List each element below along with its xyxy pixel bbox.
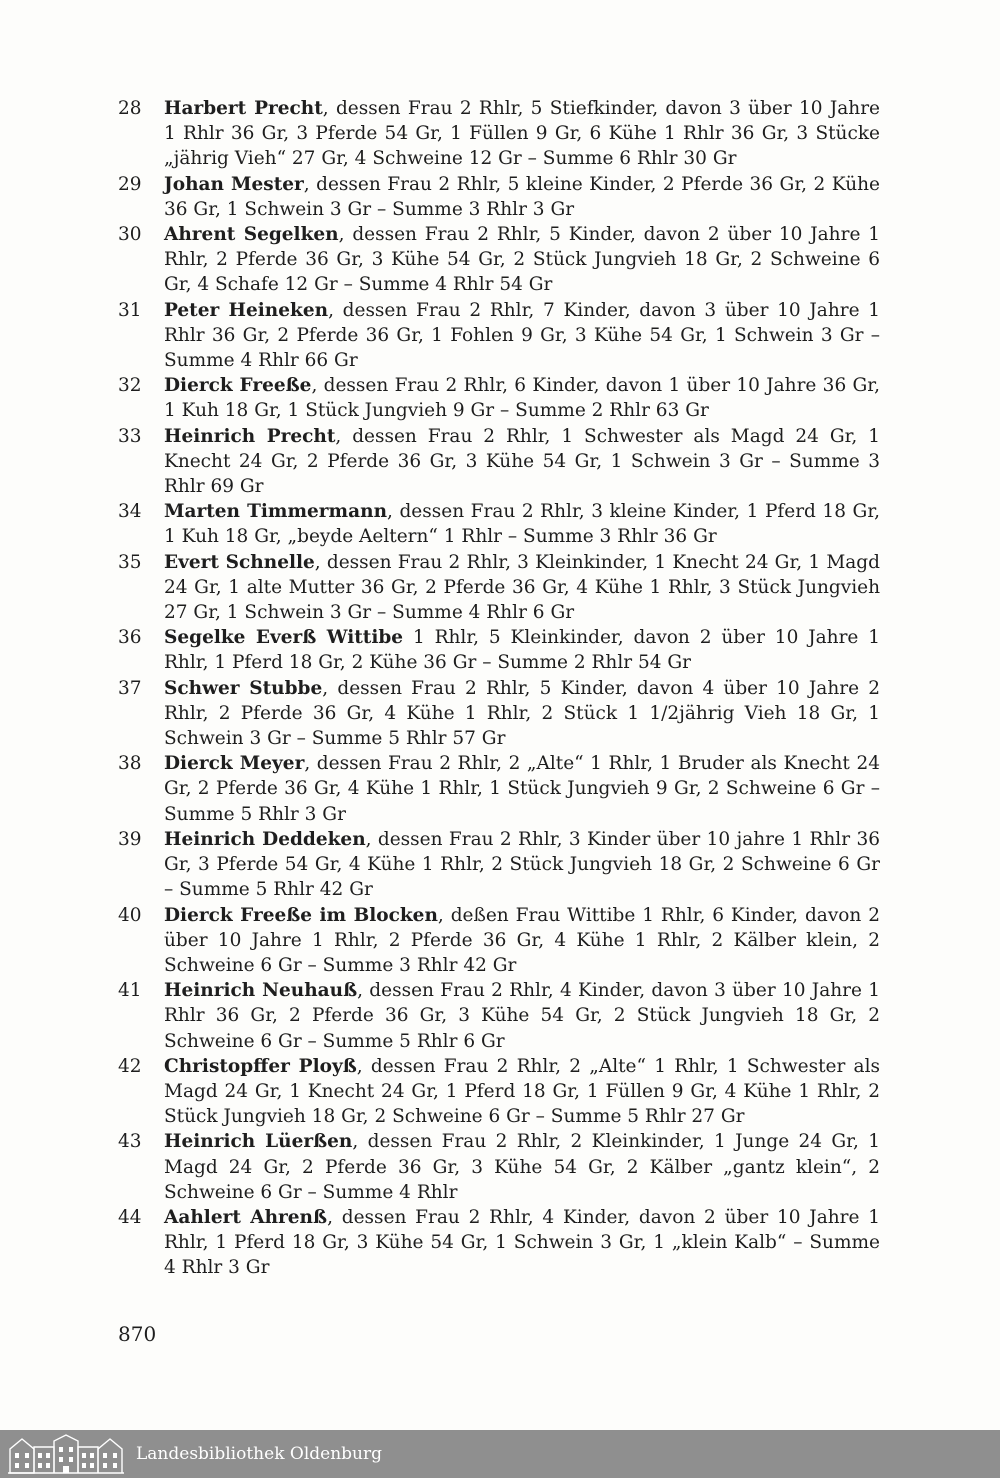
entry-details: , dessen Frau 2 Rhlr, 1 Schwester als Magd 24 Gr, 1 Knecht 24 Gr, 2 Pferde 36 Gr, 3 Kühe 54 Gr, 1 Schwein 3 Gr – Summe 3 Rhlr 69 Gr (164, 425, 880, 498)
entry-details: , dessen Frau 2 Rhlr, 3 Kleinkinder, 1 Knecht 24 Gr, 1 Magd 24 Gr, 1 alte Mutter 36 Gr, 2 Pferde 36 Gr, 4 Kühe 1 Rhlr, 3 Stück Jungvieh 27 Gr, 1 Schwein 3 Gr – Summe 4 Rhlr 6 Gr (164, 551, 880, 624)
entry-number: 44 (118, 1206, 142, 1228)
entry-39 (118, 827, 880, 903)
entry-37 (118, 676, 880, 752)
person-name: Schwer Stubbe (164, 677, 323, 699)
entry-text (164, 222, 880, 298)
entry-details: , dessen Frau 2 Rhlr, 4 Kinder, davon 2 über 10 Jahre 1 Rhlr, 1 Pferd 18 Gr, 3 Kühe 54 Gr, 1 Schwein 3 Gr, 1 „klein Kalb“ – Summe 4 Rhlr 3 Gr (164, 1206, 880, 1279)
entry-details: , dessen Frau 2 Rhlr, 6 Kinder, davon 1 über 10 Jahre 36 Gr, 1 Kuh 18 Gr, 1 Stück Jungvieh 9 Gr – Summe 2 Rhlr 63 Gr (164, 375, 880, 422)
entry-28 (118, 96, 880, 172)
entry-43 (118, 1129, 880, 1205)
person-name: Harbert Precht (164, 98, 323, 119)
entry-number: 37 (118, 677, 142, 699)
entry-number: 33 (118, 425, 142, 447)
entry-38 (118, 751, 880, 827)
entry-text (164, 827, 880, 903)
entry-29 (118, 172, 880, 222)
entry-details: , dessen Frau 2 Rhlr, 2 Kleinkinder, 1 Junge 24 Gr, 1 Magd 24 Gr, 2 Pferde 36 Gr, 3 Kühe 54 Gr, 2 Kälber „gantz klein“, 2 Schweine 6 Gr – Summe 4 Rhlr (164, 1131, 880, 1203)
entry-31 (118, 298, 880, 374)
person-name: Johan Mester (164, 173, 304, 195)
entry-details: , dessen Frau 2 Rhlr, 5 Stiefkinder, davon 3 über 10 Jahre 1 Rhlr 36 Gr, 3 Pferde 54 Gr, 1 Füllen 9 Gr, 6 Kühe 1 Rhlr 36 Gr, 3 Stücke „jährig Vieh“ 27 Gr, 4 Schweine 12 Gr – Summe 6 Rhlr 30 Gr (164, 98, 880, 170)
entry-text (164, 903, 880, 979)
person-name: Dierck Meyer (164, 753, 305, 775)
entry-32 (118, 373, 880, 423)
entry-list (118, 96, 880, 1281)
entry-text (164, 1205, 880, 1281)
entry-number: 30 (118, 224, 142, 246)
entry-41 (118, 978, 880, 1054)
entry-details: , dessen Frau 2 Rhlr, 3 kleine Kinder, 1 Pferd 18 Gr, 1 Kuh 18 Gr, „beyde Aeltern“ 1 Rhlr – Summe 3 Rhlr 36 Gr (164, 501, 881, 548)
entry-number: 41 (118, 980, 142, 1002)
entry-42 (118, 1054, 880, 1130)
entry-text (164, 298, 880, 374)
entry-text (164, 499, 880, 549)
person-name: Ahrent Segelken (164, 224, 339, 246)
person-name: Christopffer Ployß (164, 1055, 357, 1077)
person-name: Heinrich Precht (164, 425, 336, 447)
entry-details: 1 Rhlr, 5 Kleinkinder, davon 2 über 10 Jahre 1 Rhlr, 1 Pferd 18 Gr, 2 Kühe 36 Gr – Summe 2 Rhlr 54 Gr (164, 627, 881, 674)
person-name: Peter Heineken (164, 299, 329, 321)
entry-30 (118, 222, 880, 298)
entry-33 (118, 424, 880, 500)
person-name: Marten Timmermann (164, 501, 388, 523)
person-name: Evert Schnelle (164, 551, 315, 573)
entry-text (164, 373, 880, 423)
library-name: Landesbibliothek Oldenburg (136, 1444, 383, 1464)
entry-details: , dessen Frau 2 Rhlr, 5 kleine Kinder, 2 Pferde 36 Gr, 2 Kühe 36 Gr, 1 Schwein 3 Gr – Summe 3 Rhlr 3 Gr (164, 173, 880, 220)
person-name: Aahlert Ahrenß (164, 1206, 328, 1228)
entry-number: 29 (118, 173, 142, 195)
entry-34 (118, 499, 880, 549)
library-building-icon (6, 1433, 126, 1475)
person-name: Dierck Freeße im Blocken (164, 904, 438, 926)
entry-number: 34 (118, 501, 142, 523)
entry-text (164, 1054, 880, 1130)
entry-number: 38 (118, 753, 142, 775)
entry-text (164, 424, 880, 500)
entry-text (164, 625, 880, 675)
person-name: Segelke Everß Wittibe (164, 627, 404, 649)
entry-text (164, 978, 880, 1054)
entry-number: 31 (118, 299, 142, 321)
entry-details: , deßen Frau Wittibe 1 Rhlr, 6 Kinder, davon 2 über 10 Jahre 1 Rhlr, 2 Pferde 36 Gr, 4 Kühe 1 Rhlr, 2 Kälber klein, 2 Schweine 6 Gr – Summe 3 Rhlr 42 Gr (164, 904, 881, 976)
entry-text (164, 676, 880, 752)
entry-number: 43 (118, 1131, 142, 1153)
person-name: Heinrich Lüerßen (164, 1131, 353, 1153)
entry-text (164, 1129, 880, 1205)
entry-number: 32 (118, 375, 142, 397)
person-name: Heinrich Deddeken (164, 828, 366, 850)
entry-number: 36 (118, 627, 142, 649)
entry-number: 42 (118, 1055, 142, 1077)
entry-details: , dessen Frau 2 Rhlr, 5 Kinder, davon 4 über 10 Jahre 2 Rhlr, 2 Pferde 36 Gr, 4 Kühe 1 Rhlr, 2 Stück 1 1/2jährig Vieh 18 Gr, 1 Schwein 3 Gr – Summe 5 Rhlr 57 Gr (164, 677, 881, 750)
entry-44 (118, 1205, 880, 1281)
entry-40 (118, 903, 880, 979)
entry-details: , dessen Frau 2 Rhlr, 7 Kinder, davon 3 über 10 Jahre 1 Rhlr 36 Gr, 2 Pferde 36 Gr, 1 Fohlen 9 Gr, 3 Kühe 54 Gr, 1 Schwein 3 Gr – Summe 4 Rhlr 66 Gr (164, 299, 880, 372)
page-number: 870 (118, 1322, 157, 1346)
entry-number: 35 (118, 551, 142, 573)
library-footer-bar (0, 1430, 1000, 1478)
entry-text (164, 172, 880, 222)
entry-details: , dessen Frau 2 Rhlr, 3 Kinder über 10 jahre 1 Rhlr 36 Gr, 3 Pferde 54 Gr, 4 Kühe 1 Rhlr, 2 Stück Jungvieh 18 Gr, 2 Schweine 6 Gr – Summe 5 Rhlr 42 Gr (164, 828, 880, 901)
entry-text (164, 751, 880, 827)
entry-36 (118, 625, 880, 675)
entry-number: 39 (118, 828, 142, 850)
entry-details: , dessen Frau 2 Rhlr, 2 „Alte“ 1 Rhlr, 1 Schwester als Magd 24 Gr, 1 Knecht 24 Gr, 1 Pferd 18 Gr, 1 Füllen 9 Gr, 4 Kühe 1 Rhlr, 2 Stück Jungvieh 18 Gr, 2 Schweine 6 Gr – Summe 5 Rhlr 27 Gr (164, 1055, 880, 1128)
entry-35 (118, 550, 880, 626)
person-name: Dierck Freeße (164, 375, 312, 397)
entry-number: 28 (118, 98, 142, 119)
entry-details: , dessen Frau 2 Rhlr, 5 Kinder, davon 2 über 10 Jahre 1 Rhlr, 2 Pferde 36 Gr, 3 Kühe 54 Gr, 2 Stück Jungvieh 18 Gr, 2 Schweine 6 Gr, 4 Schafe 12 Gr – Summe 4 Rhlr 54 Gr (164, 224, 880, 296)
entry-details: , dessen Frau 2 Rhlr, 2 „Alte“ 1 Rhlr, 1 Bruder als Knecht 24 Gr, 2 Pferde 36 Gr, 4 Kühe 1 Rhlr, 1 Stück Jungvieh 9 Gr, 2 Schweine 6 Gr –Summe 5 Rhlr 3 Gr (164, 753, 880, 825)
entry-text (164, 550, 880, 626)
entry-text (164, 96, 880, 172)
entry-details: , dessen Frau 2 Rhlr, 4 Kinder, davon 3 über 10 Jahre 1 Rhlr 36 Gr, 2 Pferde 36 Gr, 3 Kühe 54 Gr, 2 Stück Jungvieh 18 Gr, 2 Schweine 6 Gr – Summe 5 Rhlr 6 Gr (164, 980, 881, 1052)
entry-number: 40 (118, 904, 142, 926)
person-name: Heinrich Neuhauß (164, 980, 358, 1002)
